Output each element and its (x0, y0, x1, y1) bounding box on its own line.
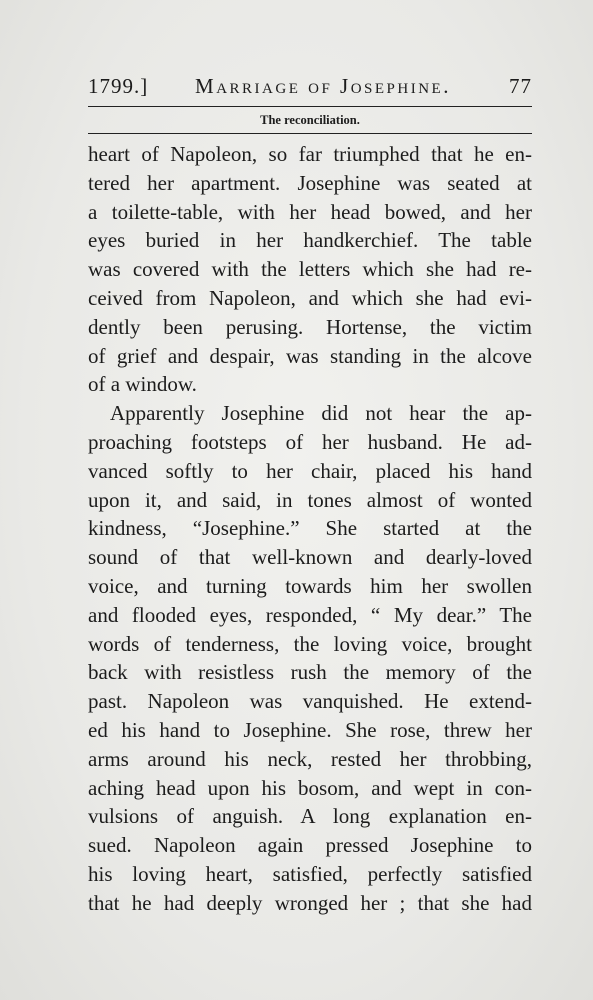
text-line: words of tenderness, the loving voice, brought (88, 631, 532, 656)
text-line: dently been perusing. Hortense, the victim (88, 314, 532, 339)
text-line: of grief and despair, was standing in the alcove (88, 343, 532, 368)
text-line: and flooded eyes, responded, “ My dear.” The (88, 602, 532, 627)
text-line: aching head upon his bosom, and wept in con- (88, 775, 532, 800)
text-line: upon it, and said, in tones almost of wonted (88, 487, 532, 512)
text-line: vulsions of anguish. A long explanation en- (88, 804, 532, 829)
text-line: of a window. (88, 372, 197, 397)
section-subtitle: The reconciliation. (260, 113, 360, 127)
text-line: voice, and turning towards him her swollen (88, 573, 532, 598)
text-line: arms around his neck, rested her throbbing, (88, 746, 532, 771)
page-number: 77 (509, 74, 532, 98)
text-line: that he had deeply wronged her ; that she had (88, 890, 532, 915)
text-line: his loving heart, satisfied, perfectly satisfied (88, 861, 532, 886)
text-line: back with resistless rush the memory of the (88, 660, 532, 685)
text-line: Apparently Josephine did not hear the ap- (110, 401, 532, 426)
text-line: sound of that well-known and dearly-loved (88, 545, 532, 570)
text-line: tered her apartment. Josephine was seated at (88, 170, 532, 195)
text-line: kindness, “Josephine.” She started at the (88, 516, 532, 541)
text-line: eyes buried in her handkerchief. The table (88, 228, 532, 253)
running-head-title: Marriage of Josephine. (195, 74, 451, 98)
running-head-year: 1799.] (88, 74, 149, 98)
text-line: past. Napoleon was vanquished. He extend- (88, 689, 532, 714)
running-head (88, 74, 532, 104)
text-line: a toilette-table, with her head bowed, and her (88, 199, 532, 224)
text-line: sued. Napoleon again pressed Josephine to (88, 833, 532, 858)
text-line: was covered with the letters which she had re- (88, 257, 532, 282)
text-line: proaching footsteps of her husband. He ad- (88, 429, 532, 454)
text-line: ed his hand to Josephine. She rose, threw her (88, 717, 532, 742)
header-rule-bottom (88, 133, 532, 134)
header-rule-top (88, 106, 532, 107)
body-text (88, 140, 532, 918)
text-line: vanced softly to her chair, placed his hand (88, 458, 532, 483)
text-line: heart of Napoleon, so far triumphed that he en- (88, 142, 532, 166)
text-line: ceived from Napoleon, and which she had evi- (88, 285, 532, 310)
